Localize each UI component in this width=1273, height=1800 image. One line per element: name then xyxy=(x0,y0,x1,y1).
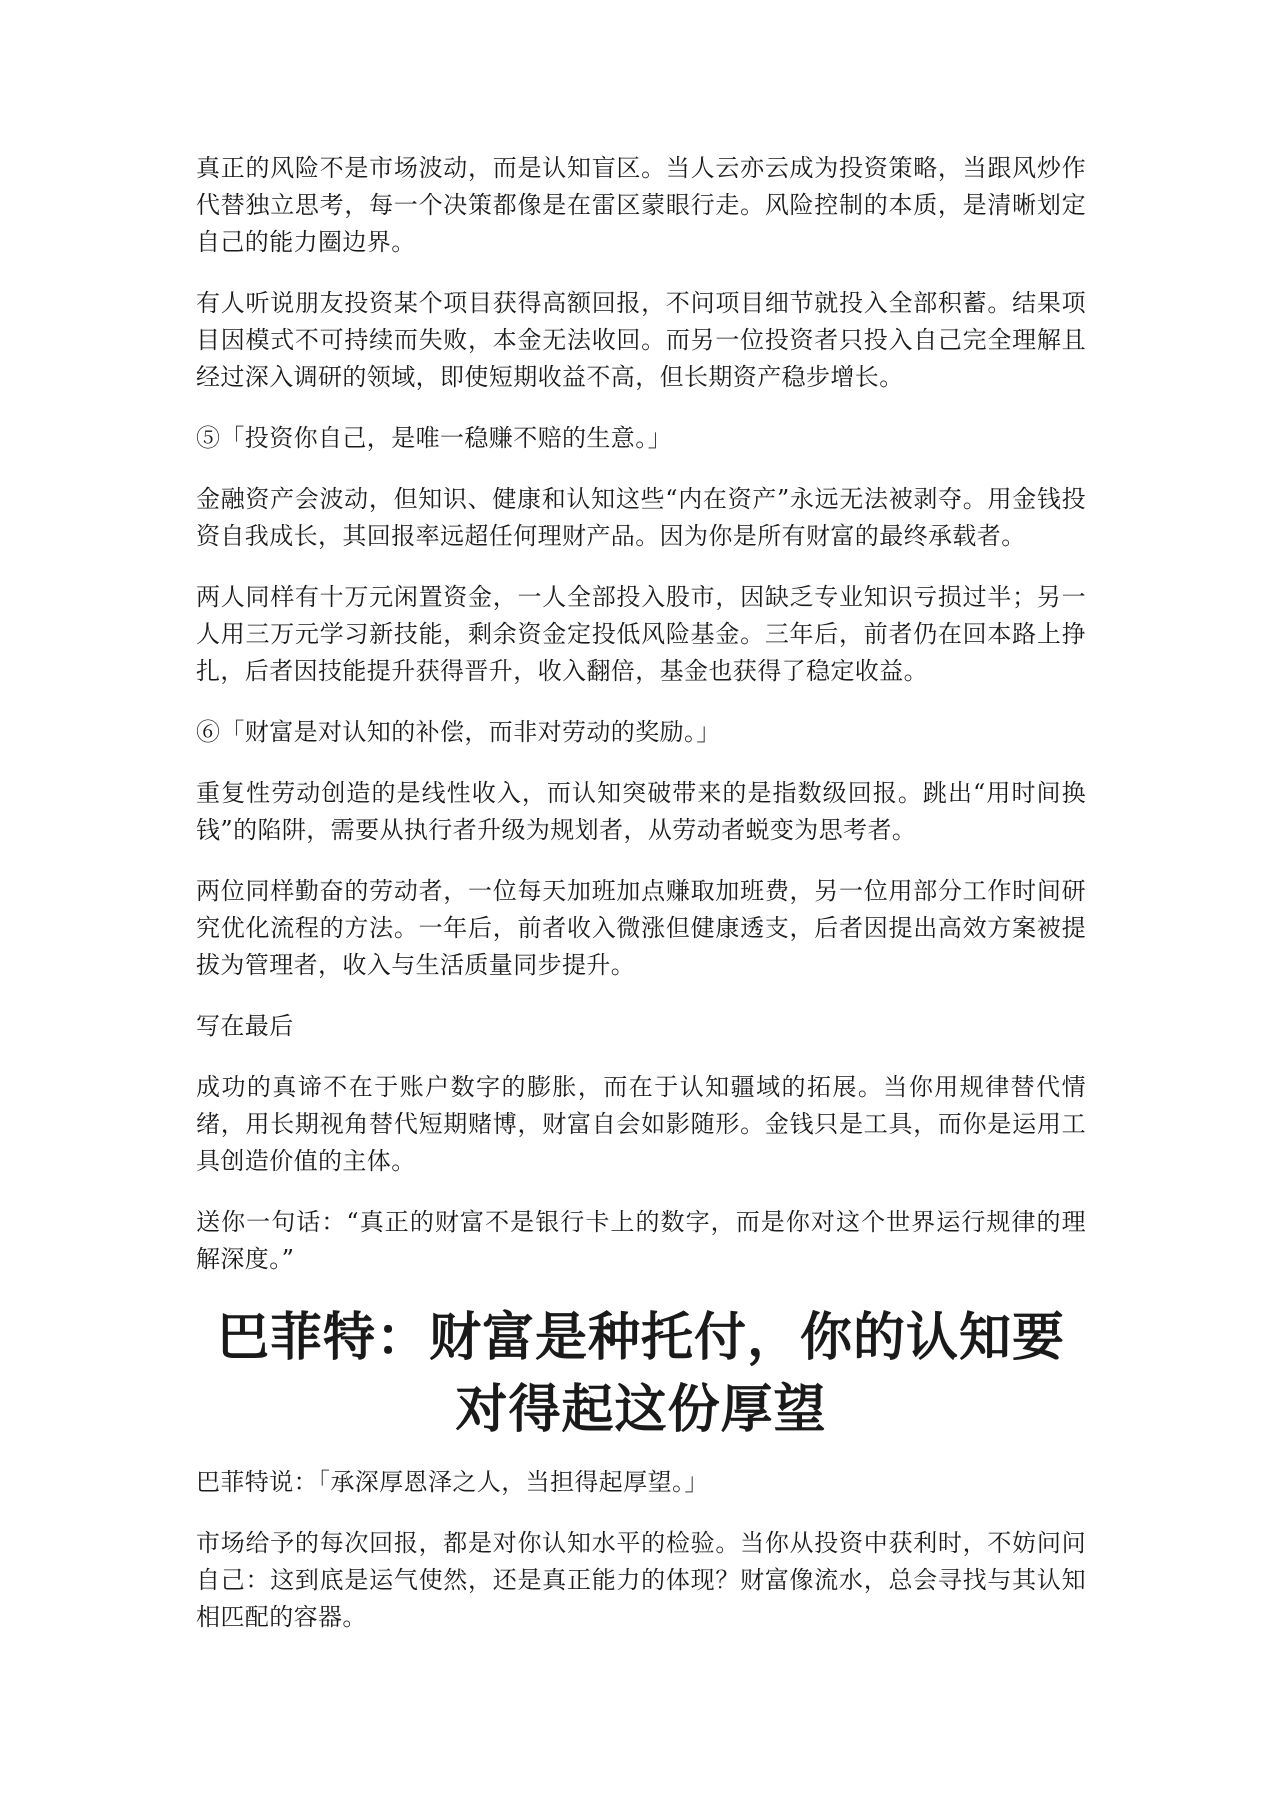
paragraph-market-return: 市场给予的每次回报，都是对你认知水平的检验。当你从投资中获利时，不妨问问自己：这到底是运气使然，还是真正能力的体现？财富像流水，总会寻找与其认知相匹配的容器。 xyxy=(196,1529,1086,1631)
paragraph-invest-example: 两人同样有十万元闲置资金，一人全部投入股市，因缺乏专业知识亏损过半；另一人用三万元学习新技能，剩余资金定投低风险基金。三年后，前者仍在回本路上挣扎，后者因技能提升获得晋升，收入翻倍，基金也获得了稳定收益。 xyxy=(196,583,1086,685)
quote-five: ⑤「投资你自己，是唯一稳赚不赔的生意。」 xyxy=(196,424,672,452)
paragraph-risk: 真正的风险不是市场波动，而是认知盲区。当人云亦云成为投资策略，当跟风炒作代替独立思考，每一个决策都像是在雷区蒙眼行走。风险控制的本质，是清晰划定自己的能力圈边界。 xyxy=(196,154,1086,256)
buffett-quote: 巴菲特说：「承深厚恩泽之人，当担得起厚望。」 xyxy=(196,1468,709,1496)
paragraph-final-quote: 送你一句话：“真正的财富不是银行卡上的数字，而是你对这个世界运行规律的理解深度。” xyxy=(196,1208,1086,1273)
quote-six: ⑥「财富是对认知的补偿，而非对劳动的奖励。」 xyxy=(196,718,721,746)
document-page xyxy=(196,150,1086,1660)
paragraph-risk-example: 有人听说朋友投资某个项目获得高额回报，不问项目细节就投入全部积蓄。结果项目因模式不可持续而失败，本金无法收回。而另一位投资者只投入自己完全理解且经过深入调研的领域，即使短期收益不高，但长期资产稳步增长。 xyxy=(196,289,1086,391)
paragraph-cognition-example: 两位同样勤奋的劳动者，一位每天加班加点赚取加班费，另一位用部分工作时间研究优化流程的方法。一年后，前者收入微涨但健康透支，后者因提出高效方案被提拔为管理者，收入与生活质量同步提升。 xyxy=(196,877,1086,979)
section-label-closing: 写在最后 xyxy=(196,1012,294,1040)
section-heading: 巴菲特：财富是种托付，你的认知要对得起这份厚望 xyxy=(216,1308,1065,1440)
paragraph-cognition: 重复性劳动创造的是线性收入，而认知突破带来的是指数级回报。跳出“用时间换钱”的陷阱，需要从执行者升级为规划者，从劳动者蜕变为思考者。 xyxy=(196,779,1086,844)
paragraph-closing: 成功的真谛不在于账户数字的膨胀，而在于认知疆域的拓展。当你用规律替代情绪，用长期视角替代短期赌博，财富自会如影随形。金钱只是工具，而你是运用工具创造价值的主体。 xyxy=(196,1073,1086,1175)
paragraph-invest-yourself: 金融资产会波动，但知识、健康和认知这些“内在资产”永远无法被剥夺。用金钱投资自我成长，其回报率远超任何理财产品。因为你是所有财富的最终承载者。 xyxy=(196,485,1086,550)
